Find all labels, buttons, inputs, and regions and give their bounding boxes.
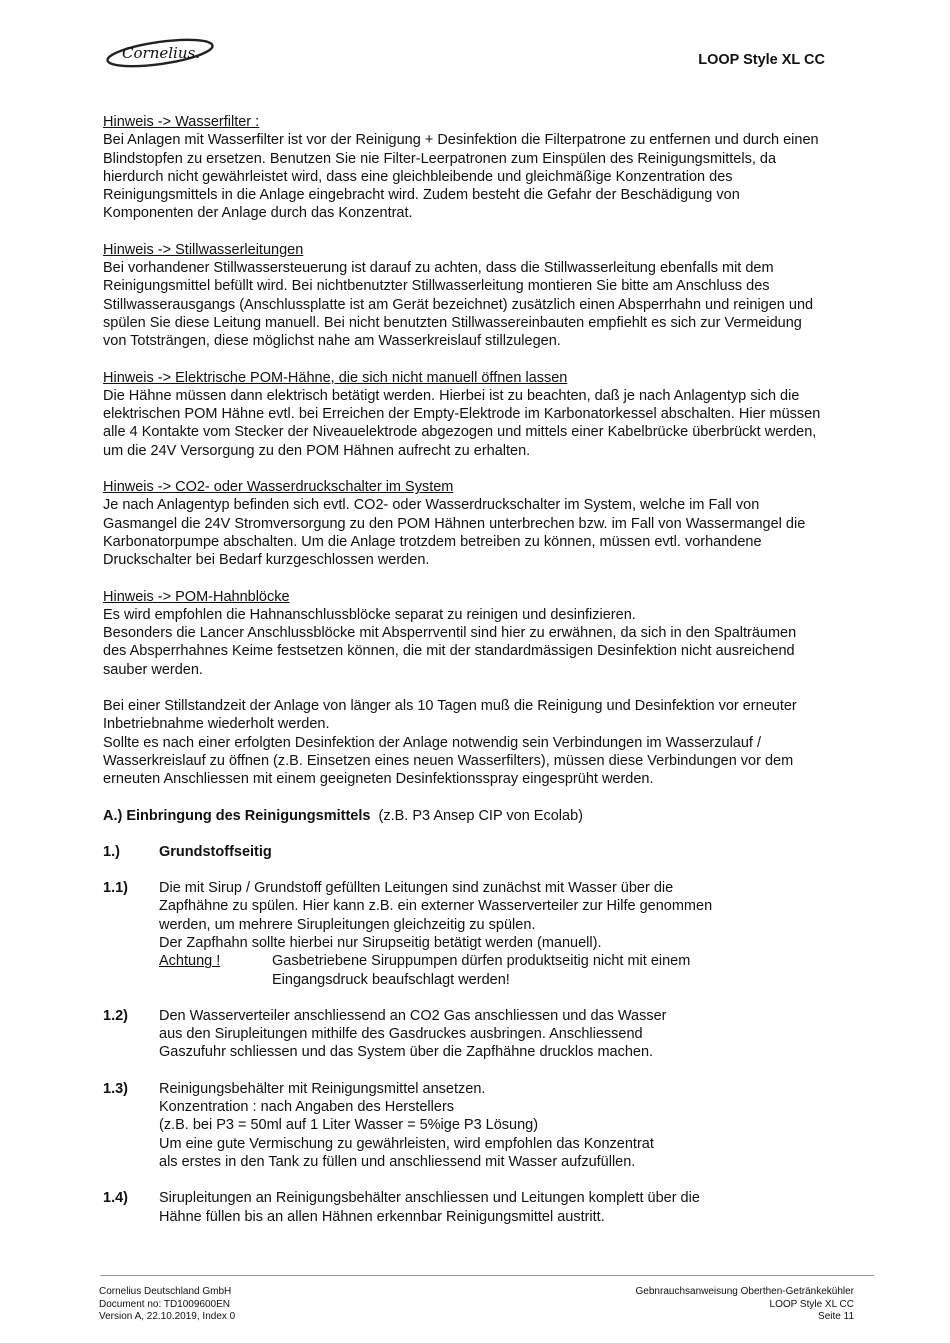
warning-line: Eingangsdruck beaufschlagt werden!: [272, 971, 510, 988]
step-text: [159, 1080, 903, 1171]
note-line: Karbonatorpumpe abschalten. Um die Anlage trotzdem betreiben zu können, müssen evtl. vorhandene: [103, 533, 762, 550]
section-1-heading: [103, 843, 903, 861]
svg-text:Cornelius.: Cornelius.: [122, 44, 200, 62]
footer-divider: [100, 1275, 874, 1276]
cornelius-logo: [104, 38, 216, 68]
note-heading: Hinweis -> POM-Hahnblöcke: [103, 588, 290, 605]
step-number: 1.4): [103, 1190, 128, 1207]
version-info: Version A, 22.10.2019, Index 0: [99, 1311, 236, 1322]
page-number: Seite 11: [818, 1311, 854, 1322]
note-wasserfilter: [103, 113, 903, 223]
note-line: alle 4 Kontakte vom Stecker der Niveauelektrode abgezogen und mittels einer Kabelbrücke überbrückt werden,: [103, 424, 817, 441]
paragraph-line: erneuten Anschliessen mit einem geeigneten Desinfektionsspray eingesprüht werden.: [103, 771, 654, 788]
warning-line: Gasbetriebene Siruppumpen dürfen produktseitig nicht mit einem: [272, 953, 691, 970]
section-a-heading: [103, 807, 903, 825]
section-number: 1.): [103, 843, 120, 860]
standstill-paragraph: [103, 697, 903, 788]
step-number: 1.2): [103, 1007, 128, 1024]
section-a-title: A.) Einbringung des Reinigungsmittels: [103, 807, 371, 824]
step-line: Konzentration : nach Angaben des Herstellers: [159, 1099, 455, 1116]
step-line: Hähne füllen bis an allen Hähnen erkennbar Reinigungsmittel austritt.: [159, 1208, 605, 1225]
step-line: Sirupleitungen an Reinigungsbehälter anschliessen und Leitungen komplett über die: [159, 1190, 700, 1207]
document-title: LOOP Style XL CC: [698, 52, 825, 68]
document-number: Document no: TD1009600EN: [99, 1298, 231, 1310]
step-line: als erstes in den Tank zu füllen und anschliessend mit Wasser aufzufüllen.: [159, 1153, 636, 1170]
step-1-4: [103, 1189, 903, 1226]
note-line: Bei Anlagen mit Wasserfilter ist vor der Reinigung + Desinfektion die Filterpatrone zu entfernen und durch einen: [103, 132, 819, 149]
note-druckschalter: [103, 478, 903, 569]
note-line: Gasmangel die 24V Stromversorgung zu den POM Hähnen unterbrechen bzw. im Fall von Wassermangel die: [103, 515, 806, 532]
note-line: um die 24V Versorgung zu den POM Hähnen aufrecht zu erhalten.: [103, 442, 531, 459]
note-line: Druckschalter bei Bedarf kurzgeschlossen werden.: [103, 552, 430, 569]
note-line: [103, 150, 903, 168]
step-number: 1.1): [103, 880, 128, 897]
note-pom-haehne: [103, 369, 903, 460]
note-line: spülen Sie diese Leitung manuell. Bei nicht benutzten Stillwassereinbauten empfiehlt es sich zur Vermeidung: [103, 314, 802, 331]
step-line: werden, um mehrere Sirupleitungen gleichzeitig zu spülen.: [159, 916, 536, 933]
company-name: Cornelius Deutschland GmbH: [99, 1286, 232, 1297]
product-name: LOOP Style XL CC: [769, 1298, 854, 1310]
note-line: Komponenten der Anlage durch das Konzentrat.: [103, 205, 413, 222]
step-1-3: [103, 1080, 903, 1171]
manual-title: Gebnrauchsanweisung Oberthen-Getränkekühler: [635, 1286, 854, 1297]
warning-block: [159, 952, 903, 989]
section-title: Grundstoffseitig: [159, 843, 272, 860]
note-line: Die Hähne müssen dann elektrisch betätigt werden. Hierbei ist zu beachten, daß je nach Anlagentyp sich die: [103, 387, 800, 404]
note-stillwasserleitungen: [103, 241, 903, 351]
step-line: Um eine gute Vermischung zu gewährleisten, wird empfohlen das Konzentrat: [159, 1135, 654, 1152]
step-1-2: [103, 1007, 903, 1062]
note-line: hierdurch nicht gewährleistet wird, dass eine gleichbleibende und gleichmäßige Konzentration des: [103, 168, 733, 185]
section-a-note: (z.B. P3 Ansep CIP von Ecolab): [378, 807, 583, 824]
note-line: Besonders die Lancer Anschlussblöcke mit Absperrventil sind hier zu erwähnen, da sich in den Spalträumen: [103, 625, 797, 642]
step-line: Der Zapfhahn sollte hierbei nur Sirupseitig betätigt werden (manuell).: [159, 934, 602, 951]
step-number: 1.3): [103, 1080, 128, 1097]
step-line: (z.B. bei P3 = 50ml auf 1 Liter Wasser = 5%ige P3 Lösung): [159, 1117, 539, 1134]
note-line: Stillwasserausgangs (Anschlussplatte ist am Gerät bezeichnet) zusätzlich einen Absperrhahn und reinigen und: [103, 296, 814, 313]
note-line-text: Blindstopfen zu ersetzen. Benutzen Sie nie Filter-Leerpatronen zum Einspülen des Reinigungsmittels, da: [103, 150, 777, 167]
note-hahnbloecke: [103, 588, 903, 679]
warning-text: [272, 952, 690, 989]
footer-right: [636, 1286, 854, 1324]
note-heading: Hinweis -> Elektrische POM-Hähne, die sich nicht manuell öffnen lassen: [103, 369, 568, 386]
paragraph-line: Wasserkreislauf zu öffnen (z.B. Einsetzen eines neuen Wasserfilters), müssen diese Verbindungen vor dem: [103, 752, 794, 769]
paragraph-line: Bei einer Stillstandzeit der Anlage von länger als 10 Tagen muß die Reinigung und Desinfektion vor erneuter: [103, 698, 797, 715]
footer-left: [99, 1286, 235, 1324]
note-line: des Absperrhahnes Keime festsetzen können, die mit der standardmässigen Desinfektion nicht ausreichend: [103, 643, 795, 660]
warning-label: Achtung !: [159, 953, 221, 970]
step-line: Die mit Sirup / Grundstoff gefüllten Leitungen sind zunächst mit Wasser über die: [159, 880, 674, 897]
note-line: Reinigungsmittels in die Anlage eingebracht wird. Zudem besteht die Gefahr der Beschädigung von: [103, 187, 740, 204]
step-text: [159, 879, 903, 989]
step-text: [159, 1007, 903, 1062]
note-heading: Hinweis -> Stillwasserleitungen: [103, 241, 304, 258]
step-1-1: [103, 879, 903, 989]
note-line: Es wird empfohlen die Hahnanschlussblöcke separat zu reinigen und desinfizieren.: [103, 606, 636, 623]
step-line: Reinigungsbehälter mit Reinigungsmittel ansetzen.: [159, 1080, 486, 1097]
paragraph-line: Inbetriebnahme wiederholt werden.: [103, 716, 330, 733]
note-line: elektrischen POM Hähne evtl. bei Erreichen der Empty-Elektrode im Karbonatorkessel abschalten. Hier müssen: [103, 406, 821, 423]
step-text: [159, 1189, 903, 1226]
step-line: Zapfhähne zu spülen. Hier kann z.B. ein externer Wasserverteiler zur Hilfe genommen: [159, 898, 713, 915]
page-content: [103, 113, 903, 1244]
step-line: Gaszufuhr schliessen und das System über die Zapfhähne drucklos machen.: [159, 1044, 654, 1061]
step-line: Den Wasserverteiler anschliessend an CO2 Gas anschliessen und das Wasser: [159, 1007, 667, 1024]
paragraph-line: Sollte es nach einer erfolgten Desinfektion der Anlage notwendig sein Verbindungen im Wasserzulauf /: [103, 734, 762, 751]
step-line: aus den Sirupleitungen mithilfe des Gasdruckes ausbringen. Anschliessend: [159, 1026, 643, 1043]
note-line: von Totsträngen, diese möglichst nahe am Wasserkreislauf stillzulegen.: [103, 333, 561, 350]
note-line: sauber werden.: [103, 661, 203, 678]
note-heading: Hinweis -> CO2- oder Wasserdruckschalter im System: [103, 479, 454, 496]
note-heading: Hinweis -> Wasserfilter :: [103, 114, 260, 130]
note-line: Bei vorhandener Stillwassersteuerung ist darauf zu achten, dass die Stillwasserleitung ebenfalls mit dem: [103, 260, 774, 277]
note-line: Reinigungsmittel befüllt wird. Bei nichtbenutzter Stillwasserleitung montieren Sie bitte am Anschluss des: [103, 278, 770, 295]
note-line: Je nach Anlagentyp befinden sich evtl. CO2- oder Wasserdruckschalter im System, welche im Fall von: [103, 497, 760, 514]
